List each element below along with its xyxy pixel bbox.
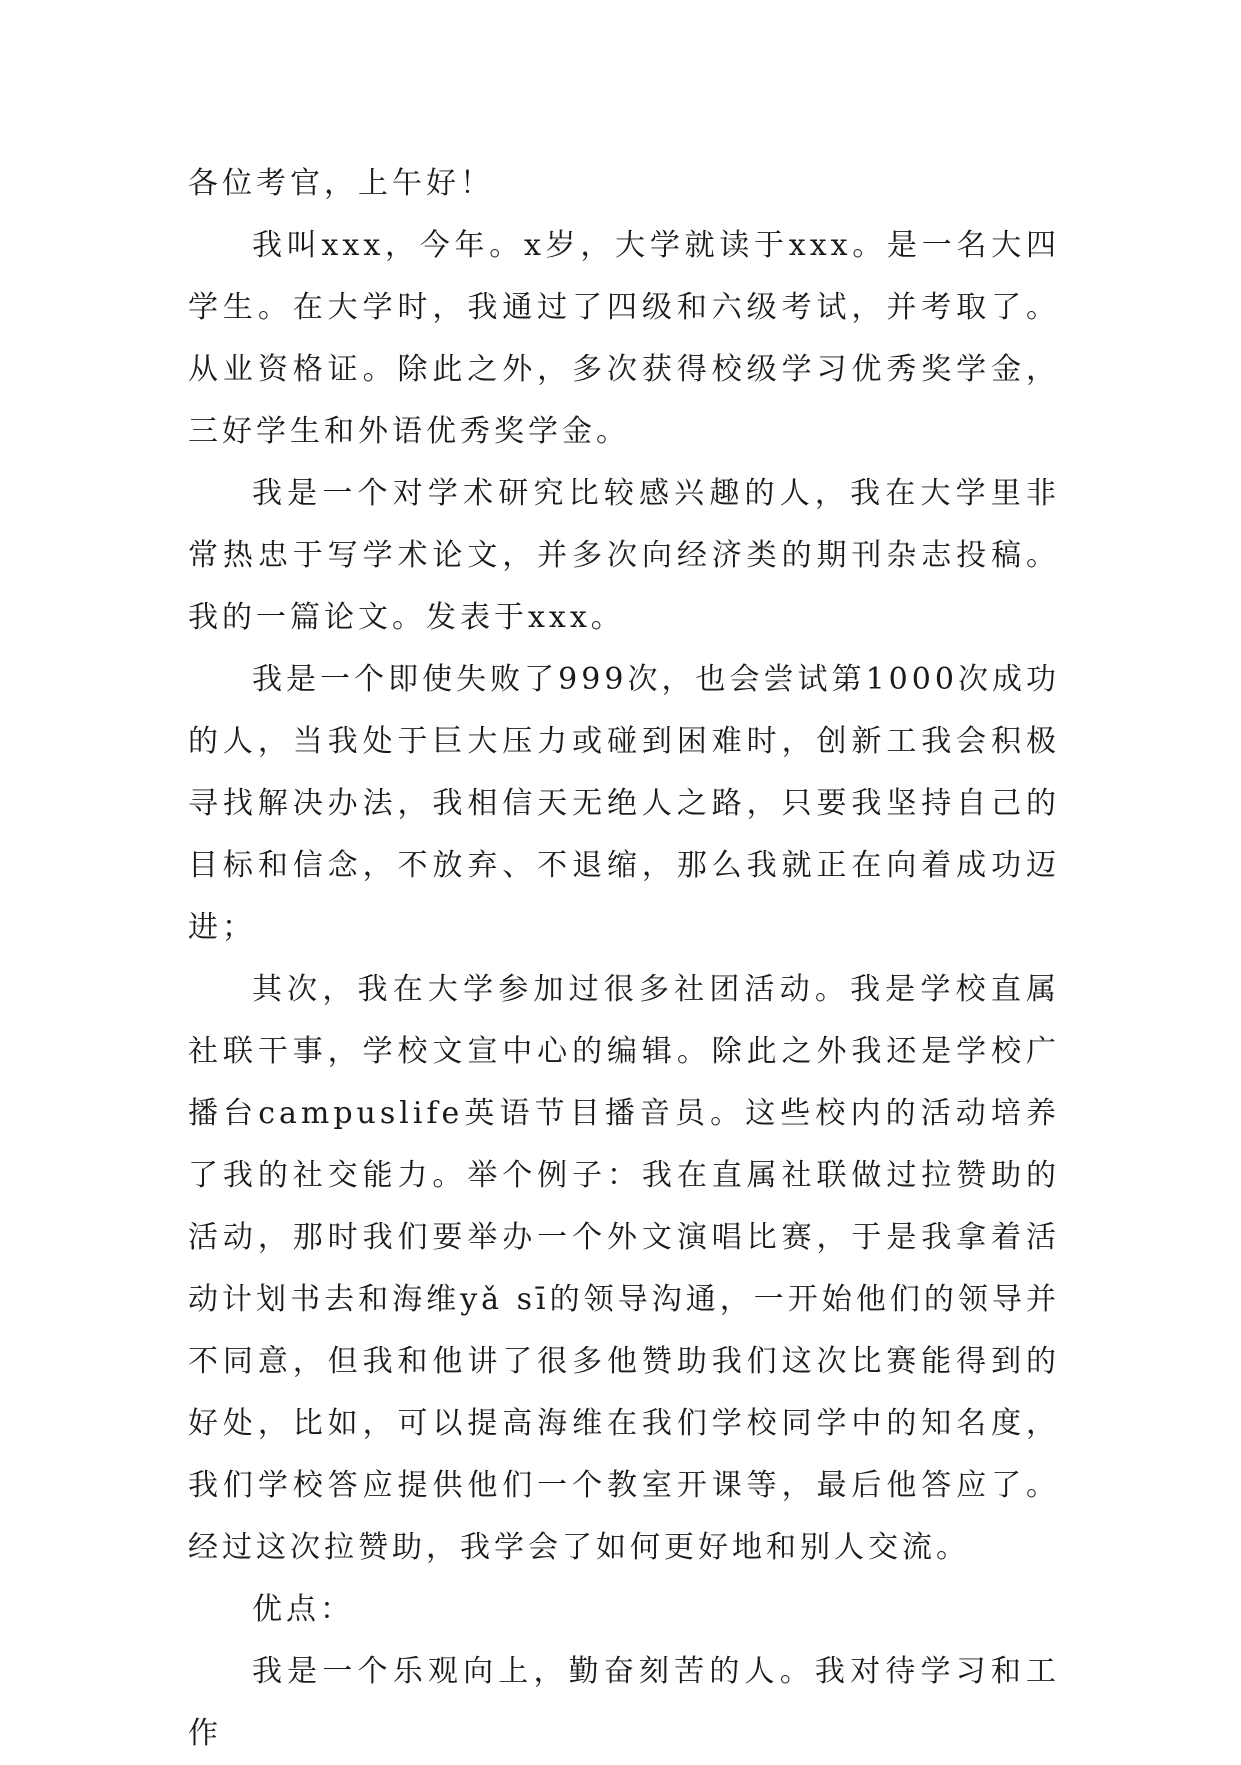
- paragraph-club-activities: 其次，我在大学参加过很多社团活动。我是学校直属社联干事，学校文宣中心的编辑。除此之外我还是学校广播台campuslife英语节目播音员。这些校内的活动培养了我的社交能力。举个例子：我在直属社联做过拉赞助的活动，那时我们要举办一个外文演唱比赛，于是我拿着活动计划书去和海维yǎ sī的领导沟通，一开始他们的领导并不同意，但我和他讲了很多他赞助我们这次比赛能得到的好处，比如，可以提高海维在我们学校同学中的知名度，我们学校答应提供他们一个教室开课等，最后他答应了。经过这次拉赞助，我学会了如何更好地和别人交流。: [188, 972, 1060, 1565]
- paragraph-strengths-heading: 优点：: [252, 1592, 354, 1627]
- paragraph-strengths: 我是一个乐观向上，勤奋刻苦的人。我对待学习和工作: [188, 1654, 1060, 1751]
- greeting-line: 各位考官，上午好！: [188, 166, 494, 201]
- paragraph-academic-interest: 我是一个对学术研究比较感兴趣的人，我在大学里非常热忠于写学术论文，并多次向经济类的期刊杂志投稿。我的一篇论文。发表于xxx。: [188, 476, 1060, 635]
- document-body: [188, 153, 1060, 1765]
- paragraph-introduction: 我叫xxx，今年。x岁，大学就读于xxx。是一名大四学生。在大学时，我通过了四级和六级考试，并考取了。从业资格证。除此之外，多次获得校级学习优秀奖学金，三好学生和外语优秀奖学金。: [188, 228, 1060, 449]
- paragraph-perseverance: 我是一个即使失败了999次，也会尝试第1000次成功的人，当我处于巨大压力或碰到困难时，创新工我会积极寻找解决办法，我相信天无绝人之路，只要我坚持自己的目标和信念，不放弃、不退缩，那么我就正在向着成功迈进；: [188, 662, 1060, 945]
